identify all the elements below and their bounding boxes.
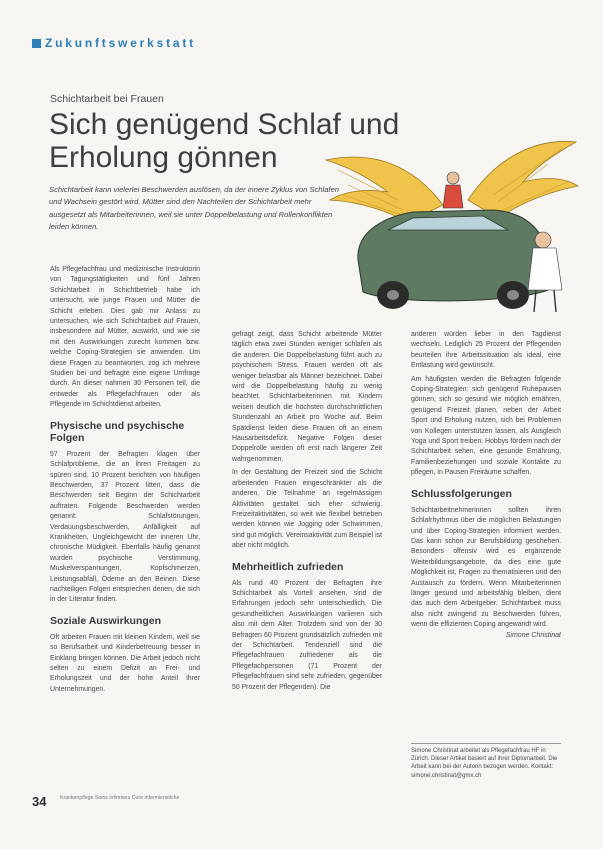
kicker: Schichtarbeit bei Frauen	[50, 93, 164, 105]
page-number: 34	[32, 794, 47, 809]
paragraph: Oft arbeiten Frauen mit kleinen Kindern, weil sie so Berufsarbeit und Kinderbetreuung besser in Einklang bringen können. Die Arbeit jedoch nicht selten zu einem Defizit an Frei- und Erholungszeit und der hohe Anteil ihrer Unternehmungen.	[50, 633, 200, 693]
paragraph: Als Pflegefachfrau und medizinische Instruktorin von Tagungstätigkeiten und fünf Jahren Schichtarbeit in Schichtbetrieb habe ich untersucht, wie junge Frauen und Mütter die Schicht erleben. Dies gab mir Anlass zu untersuchen, wie sich Schichtarbeit auf Frauen, insbesondere auf Mütter, auswirkt, und wie sie mit den Auswirkungen zurecht kommen bzw. welche Coping-Strategien sie anwenden. Um diese Fragen zu beantworten, zog ich mehrere Studien bei und befragte eine eigene Umfrage durch. An dieser nahmen 30 Personen teil, die entweder als Pflegefachfrauen oder als Pflegende im Schichtdienst arbeiten.	[50, 266, 200, 409]
subheading: Physische und psychische Folgen	[50, 419, 185, 444]
rubric-square-icon	[32, 39, 41, 48]
column-2	[232, 330, 382, 693]
paragraph: anderen würden lieber in den Tagdienst wechseln. Lediglich 25 Prozent der Pflegenden beurteilen ihre Arbeitssituation als ideal, eine Entlastung wird gewünscht.	[411, 331, 561, 370]
author-bio: Simone Christinat arbeitet als Pflegefachfrau HF in Zürich. Dieser Artikel basiert auf ihrer Diplomarbeit. Die Arbeit kann bei der Autorin bezogen werden. Kontakt: simone.christinat@gmx.ch	[411, 743, 561, 780]
lead-paragraph: Schichtarbeit kann vielerlei Beschwerden auslösen, da der innere Zyklus von Schlafen und Wachsein gestört wird. Mütter sind den Nachteilen der Schichtarbeit mehr ausgesetzt als Mitarbeiterinnen, weil sie unter Doppelbelastung und Rollenkonflikten leiden können.	[49, 185, 339, 232]
subheading: Mehrheitlich zufrieden	[232, 560, 344, 573]
paragraph: Schichtarbeitnehmerinnen sollten ihren Schlafrhythmus über die möglichen Belastungen und über Coping-Strategien informiert werden. Das kann schon zur Berufsbildung geschehen. Besonders offensiv wird es ergänzende Weiterbildungsangebote, da dies eine gute Möglichkeit ist, Fragen zu thematisieren und den Austausch zu fördern. Wenn Mitarbeiterinnen länger gesund und arbeitsfähig bleiben, dient das auch dem Arbeitgeber. Schichtarbeit muss also nicht zwingend zu Beschwerden führen, wenn die effizienten Coping angewandt wird.	[411, 506, 561, 629]
paragraph: 57 Prozent der Befragten klagen über Schlafprobleme, die an ihren Freitagen zu spüren sind. 10 Prozent berichten von häufigen Beschwerden, 37 Prozent litten, dass die Beschwerden seit Beginn der Schichtarbeit auftraten. Folgende Beschwerden werden genannt: Schlafstörungen, Verdauungsbeschwerden, Anfälligkeit auf Krankheiten, Ungleichgewicht der inneren Uhr, chronische Müdigkeit. Ebenfalls häufig genannt wurden psychische Verstimmung, Muskelverspannungen, Kopfschmerzen, Leistungsabfall, Ödeme an den Beinen. Diese nachteiligen Folgen entsprechen denen, die sich in der Literatur finden.	[50, 450, 200, 604]
column-3	[411, 330, 561, 641]
rubric-label: Zukunftswerkstatt	[45, 36, 196, 50]
headline: Sich genügend Schlaf und Erholung gönnen	[49, 108, 400, 174]
right-wing	[468, 141, 578, 218]
paragraph: In der Gestaltung der Freizeit sind die Schicht arbeitenden Frauen eingeschränkter als die anderen. Die Teilnahme an regelmässigen Aktivitäten gestaltet sich eher schwierig. Freizeitaktivitäten, so weit wie flexibel betrieben werden können wie Jogging oder Schwimmen, sind gut möglich. Vereinsaktivität zum Beispiel ist aber nicht möglich.	[232, 469, 382, 550]
subheading: Schlussfolgerungen	[411, 487, 512, 500]
illustration-winged-car	[318, 130, 580, 330]
subheading: Soziale Auswirkungen	[50, 614, 162, 627]
paragraph: Am häufigsten werden die Befragten folgende Coping-Strategien: sich genügend Ruhepausen gönnen, sich so gesund wie möglich ernähren, genügend Freizeit planen, neben der Arbeit Sport und Erholung nutzen, sich bei Problemen von Kollegen unterstützen lassen, als Ausgleich Yoga und Sport treiben. Hobbys fördern nach der Schichtarbeit sehen, eine gesunde Ernährung, Familienbeziehungen und soziale Kontakte zu pflegen, in Pausen Freiräume schaffen.	[411, 375, 561, 477]
rooftop-figure	[443, 172, 463, 208]
car-body	[358, 210, 548, 309]
paragraph: gefragt zeigt, dass Schicht arbeitende Mütter täglich etwa zwei Stunden weniger schlafen als die anderen. Die Doppelbelastung führt auch zu psychischem Stress. Frauen werden oft als weniger belastbar als Männer bezeichnet. Dabei wird die Doppelbelastung häufig zu wenig beachtet. Schichtarbeiterinnen mit Kindern weisen deutlich die höchsten durchschnittlichen Stundenzahl an Arbeit pro Woche auf. Beim Spätdienst leiden diese Frauen oft an einem Hausarbeitsdefizit. Negative Folgen dieser Doppelrolle werden oft erst nach längerer Zeit wahrgenommen.	[232, 331, 382, 463]
footer-publication: Krankenpflege Soins infirmiers Cure infermieristiche	[60, 795, 180, 801]
paragraph: Als rund 40 Prozent der Befragten ihre Schichtarbeit als Vorteil ansehen, sind die Erfahrungen jedoch sehr unterschiedlich. Die gesundheitlichen Auswirkungen variieren sich also mit dem Alter. Trotzdem sind von der 30 Befragten 60 Prozent grundsätzlich zufrieden mit der Schichtarbeit. Tendenziell sind die Pflegefachfrauen zufriedener als die Pflegefachpersonen (71 Prozent der Pflegefachfrauen sind sehr zufrieden, gegenüber 50 Prozent der Pflegenden). Die	[232, 579, 382, 691]
section-rubric	[32, 36, 196, 50]
column-1	[50, 265, 200, 695]
author-signature: Simone Christinat	[505, 631, 561, 639]
